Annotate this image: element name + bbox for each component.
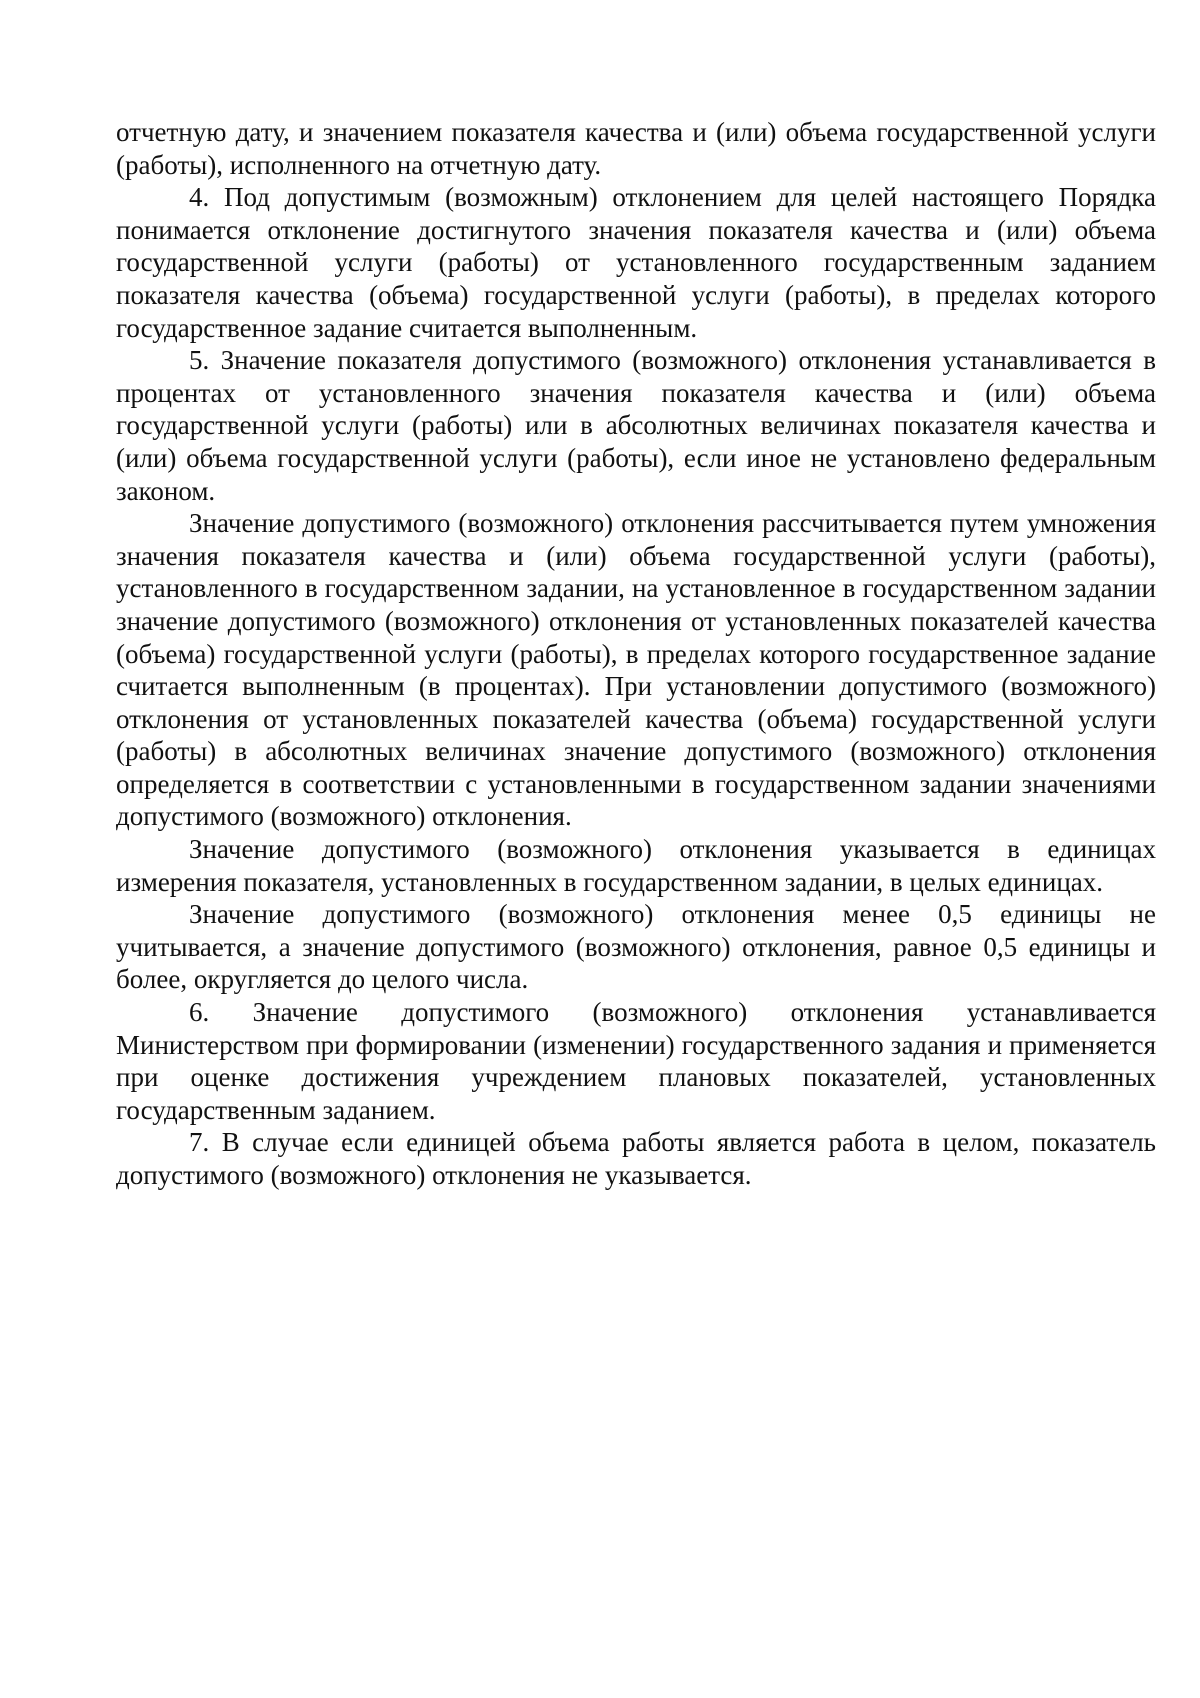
- paragraph-calculation: Значение допустимого (возможного) отклонения рассчитывается путем умножения значения показателя качества и (или) объема государственной услуги (работы), установленного в государственном задании, на установленное в государственном задании значение допустимого (возможного) отклонения от установленных показателей качества (объема) государственной услуги (работы), в пределах которого государственное задание считается выполненным (в процентах). При установлении допустимого (возможного) отклонения от установленных показателей качества (объема) государственной услуги (работы) в абсолютных величинах значение допустимого (возможного) отклонения определяется в соответствии с установленными в государственном задании значениями допустимого (возможного) отклонения.: [116, 508, 1156, 832]
- paragraph-item-4: 4. Под допустимым (возможным) отклонением для целей настоящего Порядка понимается отклонение достигнутого значения показателя качества и (или) объема государственной услуги (работы) от установленного государственным заданием показателя качества (объема) государственной услуги (работы), в пределах которого государственное задание считается выполненным.: [116, 182, 1156, 343]
- paragraph-continuation: отчетную дату, и значением показателя качества и (или) объема государственной услуги (работы), исполненного на отчетную дату.: [116, 117, 1156, 180]
- paragraph-item-6: 6. Значение допустимого (возможного) отклонения устанавливается Министерством при формировании (изменении) государственного задания и применяется при оценке достижения учреждением плановых показателей, установленных государственным заданием.: [116, 997, 1156, 1125]
- paragraph-item-7: 7. В случае если единицей объема работы является работа в целом, показатель допустимого (возможного) отклонения не указывается.: [116, 1127, 1156, 1190]
- document-body: [116, 116, 1156, 1192]
- paragraph-rounding: Значение допустимого (возможного) отклонения менее 0,5 единицы не учитывается, а значение допустимого (возможного) отклонения, равное 0,5 единицы и более, округляется до целого числа.: [116, 899, 1156, 995]
- paragraph-units: Значение допустимого (возможного) отклонения указывается в единицах измерения показателя, установленных в государственном задании, в целых единицах.: [116, 834, 1156, 897]
- paragraph-item-5: 5. Значение показателя допустимого (возможного) отклонения устанавливается в процентах от установленного значения показателя качества и (или) объема государственной услуги (работы) или в абсолютных величинах показателя качества и (или) объема государственной услуги (работы), если иное не установлено федеральным законом.: [116, 345, 1156, 506]
